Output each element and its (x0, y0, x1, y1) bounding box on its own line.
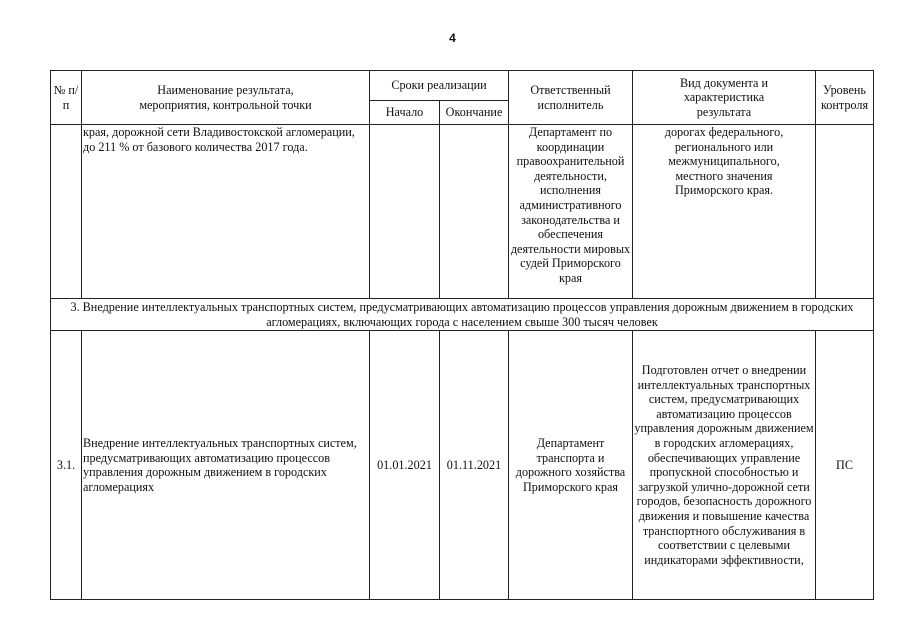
cell-name: Внедрение интеллектуальных транспортных систем, предусматривающих автоматизацию процессов управления дорожным движением в городских агломерациях (82, 331, 370, 600)
cell-control-level: ПС (816, 331, 874, 600)
cell-executor: Департамент транспорта и дорожного хозяйства Приморского края (509, 331, 633, 600)
cell-name: края, дорожной сети Владивостокской агломерации, до 211 % от базового количества 2017 года. (82, 125, 370, 299)
header-name: Наименование результата, мероприятия, контрольной точки (82, 71, 370, 125)
cell-num: 3.1. (51, 331, 82, 600)
header-doc-type: Вид документа и характеристика результата (633, 71, 816, 125)
cell-start (370, 125, 440, 299)
header-start: Начало (370, 101, 440, 125)
page-number: 4 (449, 31, 456, 45)
cell-end: 01.11.2021 (440, 331, 509, 600)
cell-executor: Департамент по координации правоохранительной деятельности, исполнения административного законодательства и обеспечения деятельности мировых судей Приморского края (509, 125, 633, 299)
header-num: № п/п (51, 71, 82, 125)
section-row (51, 299, 874, 331)
header-end: Окончание (440, 101, 509, 125)
cell-doc-type: Подготовлен отчет о внедрении интеллектуальных транспортных систем, предусматривающих автоматизацию процессов управления дорожным движением в городских агломерациях, обеспечивающих управление пропускной способностью и загрузкой улично-дорожной сети городов, безопасность дорожного движения и повышение качества транспортного обслуживания в соответствии с целевыми индикаторами эффективности, (633, 331, 816, 600)
cell-doc-type: дорогах федерального, регионального или межмуниципального, местного значения Приморского края. (633, 125, 816, 299)
table-row (51, 331, 874, 600)
control-points-table (50, 70, 874, 600)
header-executor: Ответственный исполнитель (509, 71, 633, 125)
table-row (51, 125, 874, 299)
cell-end (440, 125, 509, 299)
header-terms: Сроки реализации (370, 71, 509, 101)
header-control-level: Уровень контроля (816, 71, 874, 125)
section-heading: 3. Внедрение интеллектуальных транспортных систем, предусматривающих автоматизацию процессов управления дорожным движением в городских агломерациях, включающих города с населением свыше 300 тысяч человек (51, 299, 874, 331)
cell-num (51, 125, 82, 299)
cell-start: 01.01.2021 (370, 331, 440, 600)
cell-control-level (816, 125, 874, 299)
